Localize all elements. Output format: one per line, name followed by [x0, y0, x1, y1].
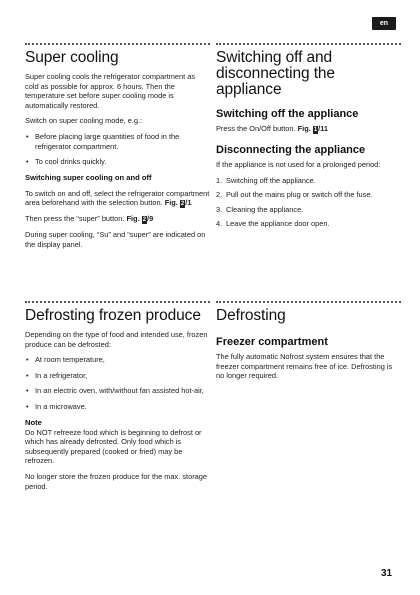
switching-off-press-text: Press the On/Off button. Fig. 1/11	[216, 124, 329, 133]
list-item: • At room temperature,	[25, 355, 210, 365]
list-item: 1. Switching off the appliance.	[216, 175, 316, 185]
figure-ref: 2	[180, 201, 185, 208]
page-number: 31	[381, 568, 393, 579]
defrosting-frozen-section	[25, 301, 210, 497]
super-cooling-select-text: To switch on and off, select the refrigerator compartment area beforehand with the selection button. Fig. 2/1	[25, 188, 210, 208]
section-divider	[25, 301, 210, 303]
switching-off-title: Switching off and disconnecting the appliance	[216, 49, 335, 98]
list-item: • Before placing large quantities of food in the refrigerator compartment.	[25, 132, 210, 151]
section-divider	[216, 301, 401, 303]
defrosting-text: The fully automatic Nofrost system ensures that the freezer compartment remains free of ice. Defrosting is no longer required.	[216, 352, 393, 381]
defrosting-frozen-bullets	[25, 355, 210, 411]
disconnect-steps	[216, 176, 401, 229]
list-item: 2. Pull out the mains plug or switch off the fuse.	[216, 190, 373, 200]
list-item: • In a microwave.	[25, 402, 210, 412]
storage-text: No longer store the frozen produce for the max. storage period.	[25, 471, 207, 491]
super-cooling-indicated-text: During super cooling, “Su” and “super” are indicated on the display panel.	[25, 230, 206, 249]
list-item: • To cool drinks quickly.	[25, 157, 210, 167]
note-text: Do NOT refreeze food which is beginning to defrost or which has already defrosted. Only food which is subsequently prepared (cooked or fried) may be refrozen.	[25, 427, 202, 466]
defrosting-section	[216, 301, 401, 387]
defrosting-title: Defrosting	[216, 307, 286, 324]
list-item: 3. Cleaning the appliance.	[216, 204, 304, 214]
section-divider	[25, 43, 210, 45]
super-cooling-bullets	[25, 132, 210, 167]
switching-off-section	[216, 43, 401, 234]
super-cooling-press-text: Then press the “super” button. Fig. 2/9	[25, 214, 154, 224]
super-cooling-subheading: Switching super cooling on and off	[25, 172, 152, 182]
not-used-text: If the appliance is not used for a prolonged period:	[216, 160, 381, 169]
defrosting-frozen-intro: Depending on the type of food and intended use, frozen produce can be defrosted:	[25, 330, 208, 349]
defrosting-frozen-title: Defrosting frozen produce	[25, 307, 201, 324]
figure-ref: 2	[142, 217, 147, 224]
list-item: 4. Leave the appliance door open.	[216, 219, 330, 229]
super-cooling-section	[25, 43, 210, 256]
super-cooling-intro: Super cooling cools the refrigerator compartment as cold as possible for approx. 6 hours. Then the temperature set before super cooling mode is automatically restored.	[25, 72, 196, 110]
switching-off-subheading: Switching off the appliance	[216, 108, 359, 120]
section-divider	[216, 43, 401, 45]
list-item: • In a refrigerator,	[25, 371, 210, 381]
note-heading: Note	[25, 417, 42, 427]
list-item: • In an electric oven, with/without fan assisted hot-air,	[25, 386, 210, 396]
super-cooling-title: Super cooling	[25, 49, 119, 66]
disconnecting-subheading: Disconnecting the appliance	[216, 144, 366, 156]
super-cooling-switch-on-when: Switch on super cooling mode, e.g.:	[25, 116, 143, 126]
freezer-compartment-subheading: Freezer compartment	[216, 336, 328, 348]
figure-ref: 1	[313, 127, 318, 133]
language-badge: en	[372, 17, 396, 30]
